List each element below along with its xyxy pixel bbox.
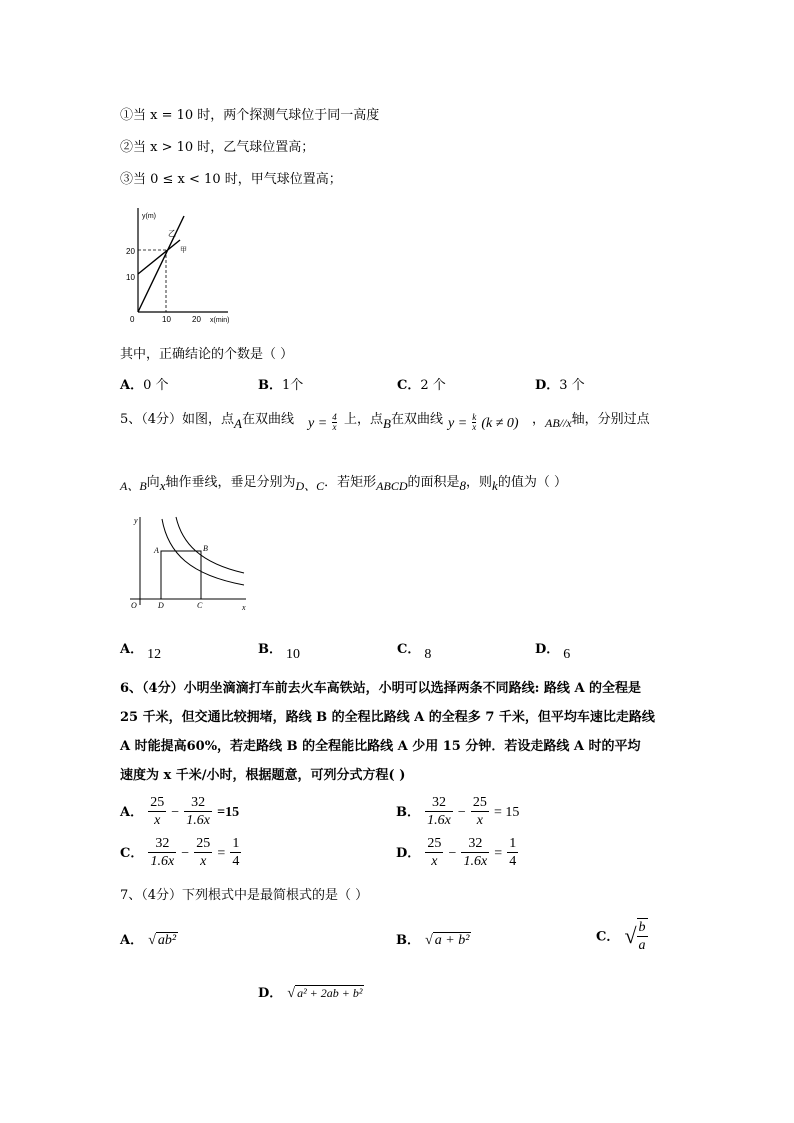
q6-line2: 25 千米，但交通比较拥堵，路线 B 的全程比路线 A 的全程多 7 千米，但平均车速比走路线 <box>120 710 655 725</box>
q4-option-a: A．0 个 <box>120 378 169 393</box>
graph1-x-tick-10: 10 <box>162 315 171 324</box>
hyperbola-graph <box>120 513 250 613</box>
q6-option-c: C． $\frac{32}{1.6x}$ − $\frac{25}{x}$ = $\frac{1}{4}$ <box>120 836 240 869</box>
q4-option-b: B．1个 <box>258 378 304 393</box>
graph1-y-label: y(m) <box>142 213 156 220</box>
q5-equation-2: y = $\frac{k}{x}$ (k ≠ 0) <box>448 412 519 432</box>
q4-option-c: C．2 个 <box>397 378 446 393</box>
q6-option-b: B． $\frac{32}{1.6x}$ − $\frac{25}{x}$ = 15 <box>396 795 520 828</box>
q7-option-d: D． √ a² + 2ab + b² <box>258 986 363 1001</box>
q6-option-d: D． $\frac{25}{x}$ − $\frac{32}{1.6x}$ = $\frac{1}{4}$ <box>396 836 517 869</box>
q5-equation-1: y = $\frac{4}{x}$ <box>308 412 337 432</box>
graph1-line-yi-label: 乙 <box>168 229 176 238</box>
graph1-x-label: x(min) <box>210 317 230 324</box>
q5-line2: A、B向x轴作垂线，垂足分别为D、C．若矩形ABCD的面积是8，则k的值为（ ） <box>120 475 567 493</box>
graph1-x-tick-20: 20 <box>192 315 201 324</box>
q5-line1b: 上，点B在双曲线 <box>344 412 443 431</box>
statement-2: ②当 x > 10 时，乙气球位置高； <box>120 140 315 155</box>
statement-1: ①当 x = 10 时，两个探测气球位于同一高度 <box>120 108 380 123</box>
q6-option-a: A． $\frac{25}{x}$ − $\frac{32}{1.6x}$ =15 <box>120 795 240 828</box>
graph2-point-c: C <box>197 601 203 610</box>
q7-question: 7、（4分）下列根式中是最简根式的是（ ） <box>120 888 369 903</box>
graph2-origin: O <box>131 601 137 610</box>
q6-line4: 速度为 x 千米/小时，根据题意，可列分式方程( ) <box>120 768 406 783</box>
q5-option-d: D． 6 <box>535 642 571 662</box>
q7-option-b: B． √ a + b² <box>396 933 470 948</box>
graph2-y-label: y <box>134 516 138 525</box>
q6-line3: A 时能提高60%，若走路线 B 的全程能比路线 A 少用 15 分钟．若设走路线 A 时的平均 <box>120 739 641 754</box>
q5-line1c: ，AB//x轴，分别过点 <box>532 412 650 430</box>
q4-option-d: D．3 个 <box>535 378 585 393</box>
graph1-origin: 0 <box>130 315 135 324</box>
statement-3: ③当 0 ≤ x < 10 时，甲气球位置高； <box>120 172 342 187</box>
q5-option-b: B． 10 <box>258 642 300 662</box>
graph2-point-a: A <box>154 546 159 555</box>
q5-option-c: C． 8 <box>397 642 432 662</box>
q5-line1: 5、（4分）如图，点A在双曲线 <box>120 412 295 431</box>
graph2-x-label: x <box>242 603 246 612</box>
graph1-y-tick-10: 10 <box>126 273 135 282</box>
q5-option-a: A． 12 <box>120 642 162 662</box>
q6-line1: 6、（4分）小明坐滴滴打车前去火车高铁站，小明可以选择两条不同路线: 路线 A 的全程是 <box>120 681 642 696</box>
graph2-point-d: D <box>158 601 164 610</box>
q7-option-c: C． √ $\frac{b}{a}$ <box>596 920 646 953</box>
graph2-point-b: B <box>203 544 208 553</box>
q4-question: 其中，正确结论的个数是（ ） <box>120 347 294 362</box>
balloon-height-graph <box>118 198 248 328</box>
graph1-line-jia-label: 甲 <box>180 246 187 254</box>
q7-option-a: A． √ ab² <box>120 933 177 948</box>
graph1-y-tick-20: 20 <box>126 247 135 256</box>
